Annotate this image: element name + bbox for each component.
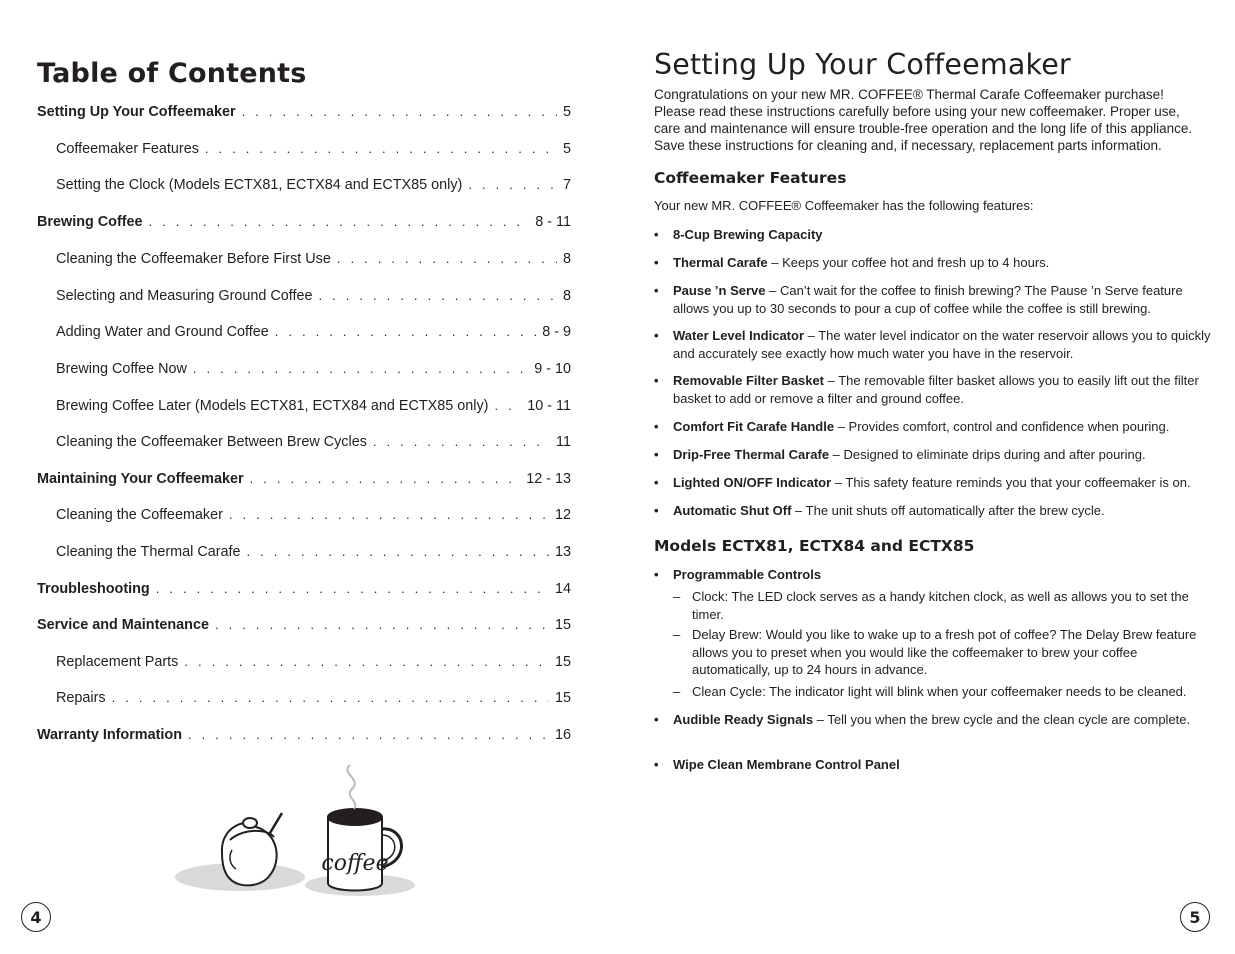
- toc-leader-dots: [156, 581, 549, 596]
- toc-entry-page: 15: [554, 617, 571, 633]
- feature-description: – This safety feature reminds you that your coffeemaker is on.: [831, 475, 1191, 490]
- bullet-icon: •: [654, 255, 659, 270]
- left-page: [0, 0, 617, 954]
- feature-item: [654, 502, 1213, 520]
- toc-entry-label: Setting the Clock (Models ECTX81, ECTX84 and ECTX85 only): [56, 177, 463, 193]
- toc-entry[interactable]: [37, 104, 571, 128]
- toc-entry-label: Selecting and Measuring Ground Coffee: [56, 288, 313, 304]
- toc-entry-page: 16: [554, 727, 571, 743]
- feature-name: Automatic Shut Off: [673, 503, 792, 518]
- toc-entry-page: 8 - 11: [535, 214, 571, 230]
- toc-entry-page: 5: [562, 104, 571, 120]
- dash-icon: –: [673, 627, 681, 642]
- feature-description: – Keeps your coffee hot and fresh up to 4 hours.: [767, 255, 1050, 270]
- toc-leader-dots: [250, 471, 521, 486]
- bullet-icon: •: [654, 447, 659, 462]
- toc-entry[interactable]: [37, 690, 571, 714]
- feature-description: – Can’t wait for the coffee to finish brewing? The Pause ’n Serve feature allows you up to 30 seconds to pour a cup of coffee while the coffee is still brewing.: [673, 283, 1183, 316]
- toc-leader-dots: [247, 544, 549, 559]
- feature-name: Water Level Indicator: [673, 328, 804, 343]
- toc-leader-dots: [337, 251, 557, 266]
- feature-item: [654, 372, 1213, 407]
- feature-description: – The removable filter basket allows you to easily lift out the filter basket to add or remove a filter and ground coffee.: [673, 373, 1199, 406]
- toc-entry-page: 12: [554, 507, 571, 523]
- feature-item: [654, 282, 1213, 317]
- toc-entry-label: Cleaning the Thermal Carafe: [56, 544, 241, 560]
- bullet-icon: •: [654, 475, 659, 490]
- bullet-icon: •: [654, 227, 659, 242]
- feature-name: Removable Filter Basket: [673, 373, 825, 388]
- page-number-right: 5: [1180, 902, 1210, 932]
- programmable-control-text: Delay Brew: Would you like to wake up to a fresh pot of coffee? The Delay Brew feature allows you to preset when you would like the coffeemaker to brew your coffee automatically, up to 24 hours in advance.: [692, 627, 1197, 677]
- toc-entry-page: 11: [556, 434, 571, 450]
- right-page: [617, 0, 1235, 954]
- toc-leader-dots: [149, 214, 530, 229]
- toc-leader-dots: [229, 507, 549, 522]
- toc-entry[interactable]: [37, 398, 571, 422]
- dash-icon: –: [673, 589, 681, 604]
- toc-entry[interactable]: [37, 324, 571, 348]
- toc-title: Table of Contents: [37, 58, 307, 89]
- toc-entry-label: Adding Water and Ground Coffee: [56, 324, 269, 340]
- toc-leader-dots: [193, 361, 528, 376]
- feature-item: [654, 474, 1213, 492]
- toc-entry-page: 8 - 9: [542, 324, 571, 340]
- audible-signals-desc: – Tell you when the brew cycle and the clean cycle are complete.: [813, 712, 1191, 727]
- toc-entry[interactable]: [37, 727, 571, 751]
- toc-leader-dots: [215, 617, 549, 632]
- toc-leader-dots: [373, 434, 550, 449]
- feature-name: Lighted ON/OFF Indicator: [673, 475, 832, 490]
- feature-name: Comfort Fit Carafe Handle: [673, 419, 835, 434]
- toc-entry-label: Brewing Coffee Later (Models ECTX81, ECTX84 and ECTX85 only): [56, 398, 489, 414]
- feature-description: – The water level indicator on the water reservoir allows you to quickly and accurately see exactly how much water you have in the reservoir.: [673, 328, 1211, 361]
- toc-leader-dots: [205, 141, 557, 156]
- bullet-icon: •: [654, 328, 659, 343]
- toc-entry-page: 5: [562, 141, 571, 157]
- toc-entry[interactable]: [37, 251, 571, 275]
- features-intro: Your new MR. COFFEE® Coffeemaker has the following features:: [654, 198, 1034, 213]
- bullet-icon: •: [654, 567, 659, 582]
- toc-entry-page: 9 - 10: [534, 361, 571, 377]
- dash-icon: –: [673, 684, 681, 699]
- toc-entry-label: Warranty Information: [37, 727, 182, 743]
- toc-entry-page: 15: [554, 654, 571, 670]
- wipe-clean-label: Wipe Clean Membrane Control Panel: [673, 757, 900, 772]
- bullet-icon: •: [654, 712, 659, 727]
- toc-leader-dots: [242, 104, 557, 119]
- toc-entry[interactable]: [37, 544, 571, 568]
- toc-entry-page: 12 - 13: [526, 471, 571, 487]
- programmable-control-text: Clock: The LED clock serves as a handy kitchen clock, as well as allows you to set the timer.: [692, 589, 1189, 622]
- feature-item: [654, 418, 1213, 436]
- programmable-control-item: [673, 626, 1217, 679]
- toc-entry[interactable]: [37, 507, 571, 531]
- bullet-icon: •: [654, 283, 659, 298]
- toc-leader-dots: [112, 690, 549, 705]
- toc-entry[interactable]: [37, 654, 571, 678]
- feature-description: – Designed to eliminate drips during and after pouring.: [829, 447, 1146, 462]
- toc-entry-page: 13: [554, 544, 571, 560]
- list-item: [654, 711, 1213, 729]
- toc-entry-page: 14: [554, 581, 571, 597]
- toc-entry[interactable]: [37, 177, 571, 201]
- toc-entry-page: 8: [562, 288, 571, 304]
- toc-entry-label: Setting Up Your Coffeemaker: [37, 104, 236, 120]
- toc-entry-label: Cleaning the Coffeemaker Before First Use: [56, 251, 331, 267]
- toc-entry-label: Cleaning the Coffeemaker: [56, 507, 223, 523]
- toc-entry-label: Repairs: [56, 690, 106, 706]
- bullet-icon: •: [654, 373, 659, 388]
- toc-entry-label: Brewing Coffee: [37, 214, 143, 230]
- programmable-control-item: [673, 683, 1217, 701]
- toc-entry-page: 10 - 11: [527, 398, 571, 414]
- intro-paragraph: Congratulations on your new MR. COFFEE® Thermal Carafe Coffeemaker purchase! Please read these instructions carefully before using your new coffeemaker. Proper use, care and maintenance will ensure trouble-free operation and the long life of this appliance. Save these instructions for cleaning and, if necessary, replacement parts information.: [654, 87, 1193, 153]
- feature-item: [654, 446, 1213, 464]
- models-heading: Models ECTX81, ECTX84 and ECTX85: [654, 537, 975, 555]
- programmable-control-text: Clean Cycle: The indicator light will blink when your coffeemaker needs to be cleaned.: [692, 684, 1187, 699]
- toc-entry-label: Coffeemaker Features: [56, 141, 199, 157]
- feature-name: Drip-Free Thermal Carafe: [673, 447, 830, 462]
- toc-leader-dots: [319, 288, 557, 303]
- feature-item: [654, 327, 1213, 362]
- feature-name: Pause ’n Serve: [673, 283, 766, 298]
- toc-entry-label: Cleaning the Coffeemaker Between Brew Cycles: [56, 434, 367, 450]
- page-number-left: 4: [21, 902, 51, 932]
- toc-entry-label: Maintaining Your Coffeemaker: [37, 471, 244, 487]
- list-item: [654, 756, 1213, 774]
- toc-entry[interactable]: [37, 471, 571, 495]
- mug-coffee-text: coffee: [321, 851, 389, 876]
- toc-entry-label: Brewing Coffee Now: [56, 361, 187, 377]
- toc-entry[interactable]: [37, 617, 571, 641]
- toc-entry-label: Service and Maintenance: [37, 617, 209, 633]
- bullet-icon: •: [654, 757, 659, 772]
- toc-entry-page: 15: [554, 690, 571, 706]
- teapot-and-mug-illustration: [170, 755, 420, 900]
- toc-entry[interactable]: [37, 141, 571, 165]
- toc-entry[interactable]: [37, 581, 571, 605]
- toc-leader-dots: [275, 324, 536, 339]
- bullet-icon: •: [654, 503, 659, 518]
- toc-entry-page: 7: [562, 177, 571, 193]
- feature-item: [654, 254, 1213, 272]
- toc-leader-dots: [184, 654, 549, 669]
- feature-description: – Provides comfort, control and confidence when pouring.: [834, 419, 1170, 434]
- feature-name: Thermal Carafe: [673, 255, 768, 270]
- toc-entry-label: Troubleshooting: [37, 581, 150, 597]
- feature-name: 8-Cup Brewing Capacity: [673, 227, 823, 242]
- feature-item: [654, 226, 1213, 244]
- feature-description: – The unit shuts off automatically after the brew cycle.: [791, 503, 1105, 518]
- toc-entry-label: Replacement Parts: [56, 654, 179, 670]
- toc-entry-page: 8: [562, 251, 571, 267]
- toc-entry[interactable]: [37, 214, 571, 238]
- features-heading: Coffeemaker Features: [654, 169, 847, 187]
- bullet-icon: •: [654, 419, 659, 434]
- toc-leader-dots: [468, 177, 557, 192]
- toc-leader-dots: [494, 398, 521, 413]
- toc-entry[interactable]: [37, 434, 571, 458]
- toc-leader-dots: [188, 727, 549, 742]
- audible-signals-label: Audible Ready Signals: [673, 712, 814, 727]
- programmable-controls-label: Programmable Controls: [673, 567, 822, 582]
- toc-entry[interactable]: [37, 361, 571, 385]
- setup-title: Setting Up Your Coffeemaker: [654, 48, 1071, 81]
- toc-entry[interactable]: [37, 288, 571, 312]
- programmable-control-item: [673, 588, 1217, 623]
- list-item: [654, 566, 1213, 584]
